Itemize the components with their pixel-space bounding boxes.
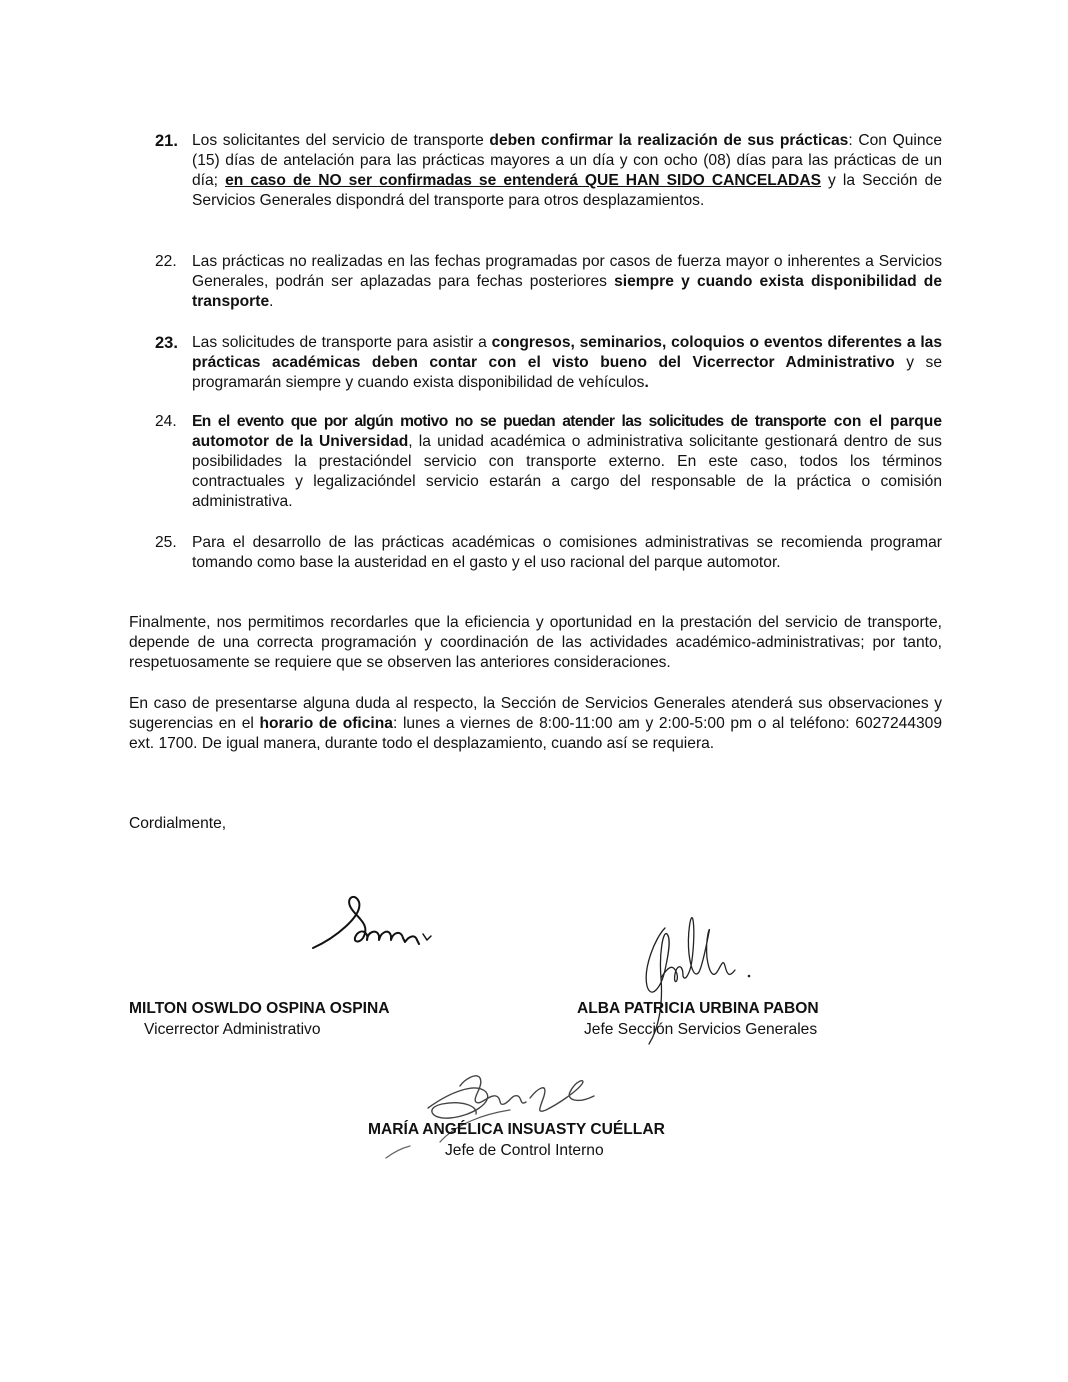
- text-run: , la unidad académica o administrativa solicitante gestionará dentro de sus posibilidades la prestacióndel servicio con transporte externo. En este caso, todos los términos contractuales y legalizacióndel servicio estarán a cargo del responsable de la práctica o comisión administrativa.: [192, 433, 942, 510]
- text-run: Las solicitudes de transporte para asistir a: [192, 334, 492, 351]
- text-run: congresos, seminarios, coloquios o eventos diferentes a las prácticas académicas deben contar con el visto bueno del Vicerrector Administrativo: [192, 334, 942, 371]
- item-text: [192, 131, 942, 211]
- item-24: [155, 412, 942, 512]
- signatory-2-title: Jefe Sección Servicios Generales: [584, 1021, 818, 1038]
- item-number: 25.: [155, 534, 177, 551]
- signature-milton-ospina: [305, 890, 445, 960]
- signatory-1-name: MILTON OSWLDO OSPINA OSPINA: [129, 1000, 390, 1017]
- text-run: Para el desarrollo de las prácticas académicas o comisiones administrativas se recomienda programar tomando como base la austeridad en el gasto y el uso racional del parque automotor.: [192, 534, 942, 571]
- text-run: deben confirmar la realización de sus prácticas: [489, 132, 849, 149]
- item-number: 21.: [155, 132, 178, 150]
- text-run: con el parque automotor de la Universidad: [192, 413, 942, 450]
- text-run: siempre y cuando exista disponibilidad de transporte: [192, 273, 943, 310]
- text-run: En el evento que por algún motivo no se puedan atender las solicitudes de transporte: [192, 413, 826, 430]
- item-text: [192, 333, 942, 393]
- signatory-2-name: ALBA PATRICIA URBINA PABON: [577, 1000, 819, 1017]
- text-run: : Con Quince (15) días de antelación para las prácticas mayores a un día y con ocho (08) días para las prácticas de un día;: [192, 132, 942, 189]
- item-text: [192, 533, 942, 573]
- closing-paragraph: Finalmente, nos permitimos recordarles que la eficiencia y oportunidad en la prestación del servicio de transporte, depende de una correcta programación y coordinación de las actividades académico-administrativas; por tanto, respetuosamente se requiere que se observen las anteriores consideraciones.: [129, 614, 942, 671]
- item-text: [192, 252, 942, 312]
- item-22: [155, 252, 942, 312]
- contact-text-after: : lunes a viernes de 8:00-11:00 am y 2:00-5:00 pm o al teléfono: 6027244309 ext. 1700. De igual manera, durante todo el desplazamiento, cuando así se requiera.: [129, 715, 943, 752]
- contact-text-before: En caso de presentarse alguna duda al respecto, la Sección de Servicios Generales atenderá sus observaciones y sugerencias en el: [129, 695, 942, 732]
- signatory-3-name: MARÍA ANGÉLICA INSUASTY CUÉLLAR: [368, 1121, 665, 1138]
- office-hours-label: horario de oficina: [259, 715, 393, 732]
- item-text: [192, 412, 942, 512]
- text-run: .: [269, 293, 274, 310]
- text-run: Las prácticas no realizadas en las fechas programadas por casos de fuerza mayor o inherentes a Servicios Generales, podrán ser aplazadas para fechas posteriores: [192, 253, 942, 290]
- item-23: [155, 333, 942, 393]
- text-run: y se programarán siempre y cuando exista disponibilidad de vehículos: [192, 354, 942, 391]
- item-number: 22.: [155, 253, 177, 270]
- item-21: [155, 131, 942, 211]
- item-number: 23.: [155, 334, 178, 352]
- text-run: en caso de NO ser confirmadas se entenderá QUE HAN SIDO CANCELADAS: [225, 172, 821, 189]
- signatory-3-title: Jefe de Control Interno: [445, 1142, 604, 1159]
- contact-paragraph: [129, 694, 942, 754]
- text-run: .: [644, 374, 649, 391]
- item-number: 24.: [155, 413, 177, 430]
- text-run: Los solicitantes del servicio de transporte: [192, 132, 490, 149]
- text-run: y la Sección de Servicios Generales dispondrá del transporte para otros desplazamientos.: [192, 172, 942, 209]
- signatory-1-title: Vicerrector Administrativo: [144, 1021, 321, 1038]
- item-25: [155, 533, 942, 573]
- salutation: Cordialmente,: [129, 815, 227, 832]
